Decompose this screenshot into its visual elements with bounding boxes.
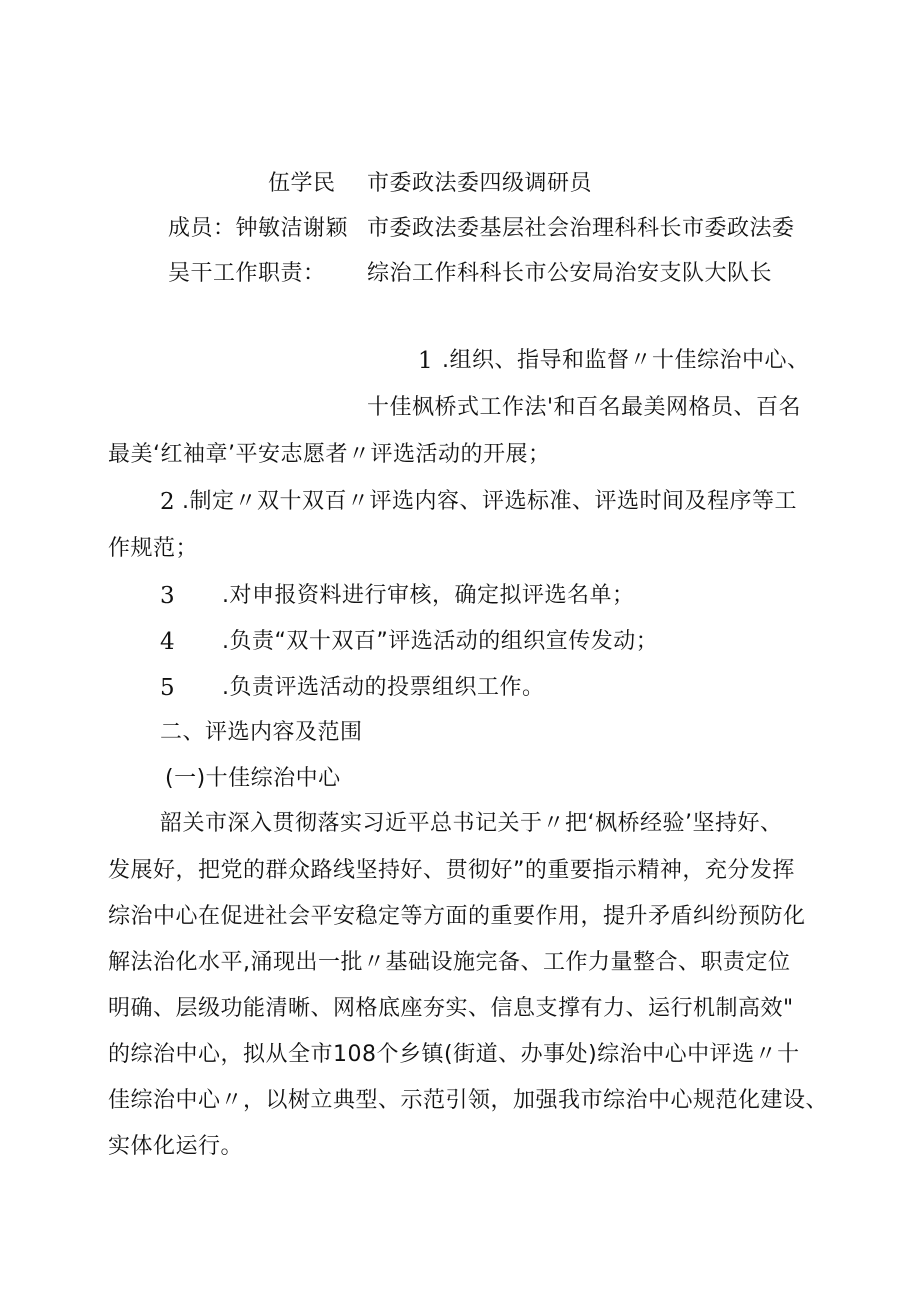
subsection-heading: (一)十佳综治中心 [165, 766, 341, 791]
paragraph-line: 的综治中心，拟从全市108个乡镇(街道、办事处)综治中心中评选〃十 [108, 1042, 800, 1067]
paragraph-line: 佳综治中心〃，以树立典型、示范引领，加强我市综治中心规范化建设、 [108, 1088, 829, 1113]
paragraph-line: 韶关市深入贯彻落实习近平总书记关于〃把‘枫桥经验’坚持好、 [160, 811, 783, 836]
paragraph-line: 综治中心在促进社会平安稳定等方面的重要作用，提升矛盾纠纷预防化 [108, 904, 806, 929]
members-label: 成员：钟敏洁谢颖 [168, 216, 349, 241]
paragraph-line: 实体化运行。 [108, 1134, 244, 1159]
paragraph-line: 明确、层级功能清晰、网格底座夯实、信息支撑有力、运行机制高效" [108, 996, 794, 1021]
duty-line: .组织、指导和监督〃十佳综治中心、 [442, 348, 810, 373]
duty-number: 5 [160, 675, 175, 701]
leader-name: 伍学民 [268, 171, 336, 196]
duty-line: 十佳枫桥式工作法'和百名最美网格员、百名 [367, 395, 802, 420]
duty-line: .制定〃双十双百〃评选内容、评选标准、评选时间及程序等工 [182, 489, 797, 514]
duties-text: 综治工作科科长市公安局治安支队大队长 [367, 261, 773, 286]
paragraph-line: 发展好，把党的群众路线坚持好、贯彻好”的重要指示精神，充分发挥 [108, 858, 795, 883]
duty-number: 2 [160, 489, 175, 515]
duty-number: 3 [160, 583, 175, 609]
duty-line: 作规范； [108, 536, 199, 561]
duty-number: 4 [160, 629, 175, 655]
duty-line: .负责评选活动的投票组织工作。 [222, 675, 545, 700]
duty-line: .对申报资料进行审核，确定拟评选名单； [222, 583, 635, 608]
members-text: 市委政法委基层社会治理科科长市委政法委 [367, 216, 795, 241]
duty-line: 最美‘红袖章’平安志愿者〃评选活动的开展； [108, 442, 551, 467]
duty-number: 1 [418, 348, 433, 374]
section-heading: 二、评选内容及范围 [160, 720, 363, 745]
leader-title: 市委政法委四级调研员 [367, 171, 593, 196]
duties-label: 吴干工作职责： [168, 261, 326, 286]
duty-line: .负责“双十双百”评选活动的组织宣传发动； [222, 629, 659, 654]
paragraph-line: 解法治化水平,涌现出一批〃基础设施完备、工作力量整合、职责定位 [108, 950, 791, 975]
